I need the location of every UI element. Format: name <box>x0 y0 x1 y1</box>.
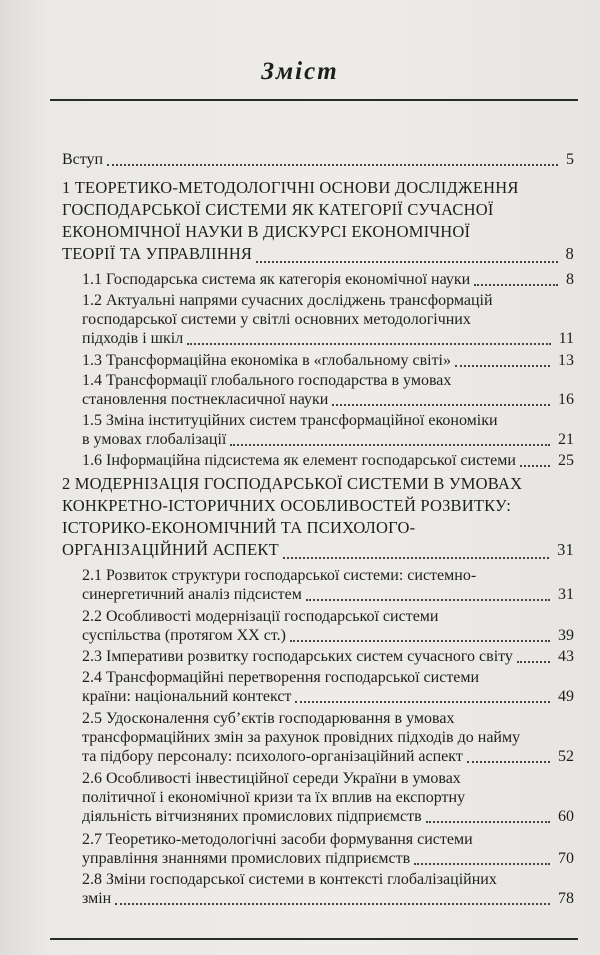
dot-leader <box>115 903 550 905</box>
toc-page-number: 8 <box>565 244 574 263</box>
toc-page-number: 31 <box>557 540 574 559</box>
toc-entry-line: ІСТОРИКО-ЕКОНОМІЧНИЙ ТА ПСИХОЛОГО- <box>62 518 416 537</box>
toc-page-number: 70 <box>558 850 574 867</box>
toc-entry-line: 2.4 Трансформаційні перетворення господарської системи <box>82 669 480 686</box>
toc-entry-line: ГОСПОДАРСЬКОЇ СИСТЕМИ ЯК КАТЕГОРІЇ СУЧАСНОЇ <box>62 200 494 219</box>
toc-entry[interactable] <box>82 291 574 348</box>
dot-leader <box>256 261 558 263</box>
dot-leader <box>455 365 550 367</box>
toc-entry-line: 1 ТЕОРЕТИКО-МЕТОДОЛОГІЧНІ ОСНОВИ ДОСЛІДЖЕННЯ <box>62 178 519 197</box>
toc-entry-line: суспільства (протягом XX ст.) <box>82 627 286 644</box>
toc-entry[interactable] <box>82 830 574 868</box>
toc-entry-line: ЕКОНОМІЧНОЇ НАУКИ В ДИСКУРСІ ЕКОНОМІЧНОЇ <box>62 222 471 241</box>
dot-leader <box>520 465 550 467</box>
toc-entry[interactable] <box>62 150 574 169</box>
toc-entry-line: та підбору персоналу: психолого-організаційний аспект <box>82 748 463 765</box>
bottom-rule <box>50 938 578 940</box>
dot-leader <box>187 343 551 345</box>
toc-entry-line: синергетичний аналіз підсистем <box>82 586 302 603</box>
toc-entry-line: 2.8 Зміни господарської системи в контексті глобалізаційних <box>82 871 497 888</box>
toc-entry[interactable] <box>82 270 574 289</box>
toc-page-number: 31 <box>558 586 574 603</box>
toc-page-number: 13 <box>558 352 574 369</box>
dot-leader <box>107 164 558 166</box>
toc-entry[interactable] <box>62 178 574 266</box>
toc-page-number: 8 <box>566 271 574 288</box>
dot-leader <box>414 863 550 865</box>
dot-leader <box>283 557 549 559</box>
toc-entry[interactable] <box>82 371 574 409</box>
toc-page-number: 49 <box>558 688 574 705</box>
toc-entry-line: країни: національний контекст <box>82 688 292 705</box>
toc-entry-line: управління знаннями промислових підприємств <box>82 850 411 867</box>
toc-entry-line: 2.7 Теоретико-методологічні засоби формування системи <box>82 831 473 848</box>
toc-page-number: 25 <box>558 452 574 469</box>
toc-entry-line: 1.1 Господарська система як категорія економічної науки <box>82 271 471 288</box>
toc-page-number: 43 <box>558 648 574 665</box>
toc-entry-line: 1.3 Трансформаційна економіка в «глобальному світі» <box>82 352 451 369</box>
toc-entry[interactable] <box>62 474 574 562</box>
toc-page-number: 60 <box>558 808 574 825</box>
toc-entry-line: становлення постнекласичної науки <box>82 391 329 408</box>
dot-leader <box>426 821 550 823</box>
toc-entry[interactable] <box>82 870 574 908</box>
dot-leader <box>306 599 550 601</box>
dot-leader <box>230 444 550 446</box>
toc-page-number: 5 <box>566 151 574 168</box>
toc-entry-line: 1.2 Актуальні напрями сучасних досліджень трансформацій <box>82 292 493 309</box>
toc-entry-line: трансформаційних змін за рахунок провідних підходів до найму <box>82 729 521 746</box>
toc-entry-line: змін <box>82 890 112 907</box>
toc-entry[interactable] <box>82 607 574 645</box>
toc-entry-line: підходів і шкіл <box>82 330 184 347</box>
dot-leader <box>332 404 550 406</box>
toc-entry[interactable] <box>82 411 574 449</box>
toc-entry[interactable] <box>82 668 574 706</box>
toc-page-number: 39 <box>558 627 574 644</box>
dot-leader <box>290 640 550 642</box>
toc-page-number: 11 <box>558 330 574 347</box>
dot-leader <box>467 761 550 763</box>
dot-leader <box>517 661 550 663</box>
toc-entry[interactable] <box>82 451 574 470</box>
toc-page-number: 52 <box>558 748 574 765</box>
toc-entry-line: 2.2 Особливості модернізації господарської системи <box>82 608 439 625</box>
toc-entry-line: господарської системи у світлі основних методологічних <box>82 311 471 328</box>
page-title: Зміст <box>261 58 339 85</box>
dot-leader <box>474 284 558 286</box>
toc-entry-line: 1.5 Зміна інституційних систем трансформаційної економіки <box>82 412 498 429</box>
toc-entry[interactable] <box>82 709 574 766</box>
toc-entry-line: ТЕОРІЇ ТА УПРАВЛІННЯ <box>62 244 253 263</box>
toc-entry-line: Вступ <box>62 151 104 168</box>
toc-entry-line: діяльність вітчизняних промислових підприємств <box>82 808 422 825</box>
toc-entry[interactable] <box>82 769 574 826</box>
toc-entry-line: 2.3 Імперативи розвитку господарських систем сучасного світу <box>82 648 513 665</box>
toc-entry-line: політичної і економічної кризи та їх вплив на експортну <box>82 789 466 806</box>
toc-entry[interactable] <box>82 647 574 666</box>
toc-entry-line: 2.6 Особливості інвестиційної середи України в умовах <box>82 770 461 787</box>
toc-entry-line: в умовах глобалізації <box>82 431 227 448</box>
toc-entry[interactable] <box>82 351 574 370</box>
toc-entry-line: 2.5 Удосконалення суб’єктів господарювання в умовах <box>82 710 455 727</box>
toc-page-number: 78 <box>558 890 574 907</box>
toc-entry-line: КОНКРЕТНО-ІСТОРИЧНИХ ОСОБЛИВОСТЕЙ РОЗВИТКУ: <box>62 496 512 515</box>
toc-entry-line: 2 МОДЕРНІЗАЦІЯ ГОСПОДАРСЬКОЇ СИСТЕМИ В УМОВАХ <box>62 474 523 493</box>
top-rule <box>50 99 578 101</box>
toc-entry-line: 2.1 Розвиток структури господарської системи: системно- <box>82 567 477 584</box>
toc-page-number: 16 <box>558 391 574 408</box>
toc-entry-line: 1.4 Трансформації глобального господарства в умовах <box>82 372 452 389</box>
toc-entry-line: 1.6 Інформаційна підсистема як елемент господарської системи <box>82 452 516 469</box>
toc-entry-line: ОРГАНІЗАЦІЙНИЙ АСПЕКТ <box>62 540 279 559</box>
toc-entry[interactable] <box>82 566 574 604</box>
dot-leader <box>295 701 550 703</box>
toc-page-number: 21 <box>558 431 574 448</box>
